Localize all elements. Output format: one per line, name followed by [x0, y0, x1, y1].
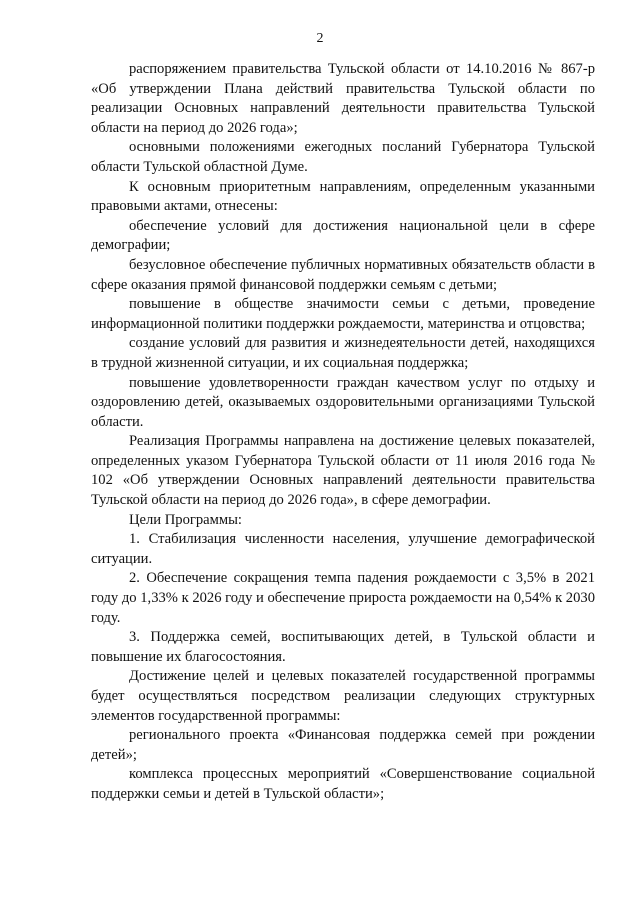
- paragraph-priority-children-difficult-situation: создание условий для развития и жизнедеятельности детей, находящихся в трудной жизненной ситуации, и их социальная поддержка;: [91, 335, 595, 371]
- paragraph-governor-messages: основными положениями ежегодных посланий Губернатора Тульской области Тульской областной Думе.: [91, 139, 595, 175]
- page-number: 2: [316, 31, 324, 46]
- paragraph-priority-children-recreation: повышение удовлетворенности граждан качеством услуг по отдыху и оздоровлению детей, оказываемых оздоровительными организациями Тульской области.: [91, 374, 595, 430]
- paragraph-program-goals-heading: Цели Программы:: [129, 511, 242, 528]
- paragraph-goal-2: 2. Обеспечение сокращения темпа падения рождаемости с 3,5% в 2021 году до 1,33% к 2026 году и обеспечение прироста рождаемости на 0,54% к 2030 году.: [91, 570, 595, 626]
- paragraph-decree-reference: распоряжением правительства Тульской области от 14.10.2016 № 867-р «Об утверждении Плана действий правительства Тульской области по реализации Основных направлений деятельности правительства Тульской области на период до 2026 года»;: [91, 61, 595, 136]
- paragraph-priority-directions-intro: К основным приоритетным направлениям, определенным указанными правовыми актами, отнесены:: [91, 178, 595, 215]
- paragraph-priority-financial-support: безусловное обеспечение публичных нормативных обязательств области в сфере оказания прямой финансовой поддержки семьям с детьми;: [91, 256, 595, 293]
- paragraph-goal-1: 1. Стабилизация численности населения, улучшение демографической ситуации.: [91, 531, 595, 567]
- document-body: [91, 60, 595, 805]
- paragraph-process-measures-complex: комплекса процессных мероприятий «Совершенствование социальной поддержки семьи и детей в Тульской области»;: [91, 766, 595, 802]
- paragraph-program-implementation: Реализация Программы направлена на достижение целевых показателей, определенных указом Губернатора Тульской области от 11 июля 2016 года № 102 «Об утверждении Основных направлений деятельности правительства Тульской области на период до 2026 года», в сфере демографии.: [91, 433, 595, 509]
- paragraph-priority-demography: обеспечение условий для достижения национальной цели в сфере демографии;: [91, 217, 595, 254]
- paragraph-structural-elements-intro: Достижение целей и целевых показателей государственной программы будет осуществляться посредством реализации следующих структурных элементов государственной программы:: [91, 668, 595, 724]
- paragraph-priority-family-value: повышение в обществе значимости семьи с детьми, проведение информационной политики поддержки рождаемости, материнства и отцовства;: [91, 296, 595, 332]
- paragraph-goal-3: 3. Поддержка семей, воспитывающих детей, в Тульской области и повышение их благосостояния.: [91, 629, 595, 665]
- paragraph-regional-project: регионального проекта «Финансовая поддержка семей при рождении детей»;: [91, 727, 595, 763]
